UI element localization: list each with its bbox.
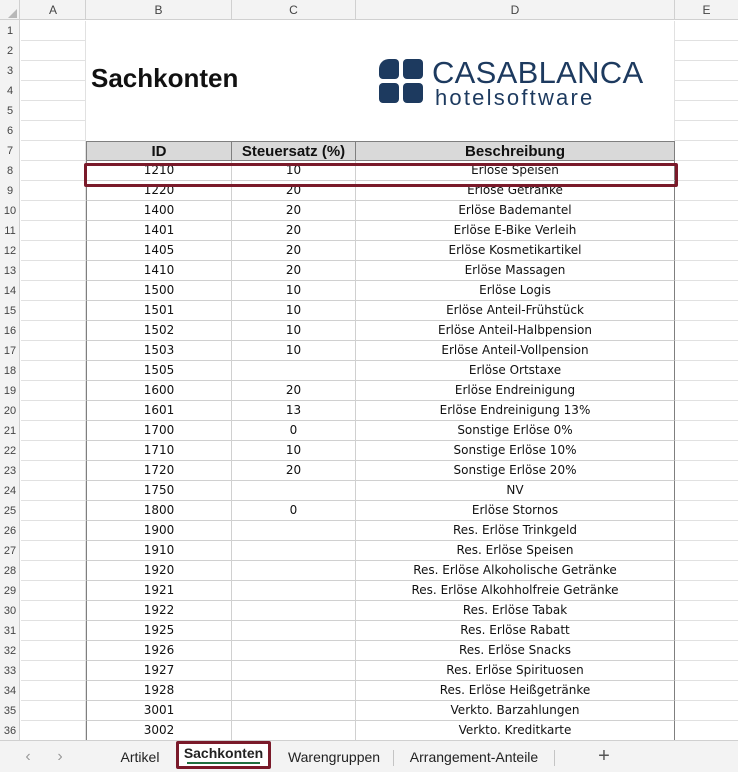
cell-steuersatz[interactable] [232, 481, 356, 500]
header-id[interactable]: ID [87, 142, 232, 161]
row-header-25[interactable]: 25 [3, 505, 17, 517]
cell-steuersatz[interactable] [232, 641, 356, 660]
cell-steuersatz[interactable] [232, 581, 356, 600]
cell-steuersatz[interactable]: 10 [232, 281, 356, 300]
cell-id[interactable]: 1400 [87, 201, 232, 220]
cell-id[interactable]: 1405 [87, 241, 232, 260]
cell-beschreibung[interactable]: Verkto. Barzahlungen [450, 703, 580, 717]
cell-steuersatz[interactable]: 20 [232, 261, 356, 280]
tab-sachkonten-label: Sachkonten [183, 745, 264, 761]
column-header-b[interactable]: B [86, 0, 232, 20]
cell-beschreibung[interactable]: Res. Erlöse Spirituosen [446, 663, 584, 677]
cell-steuersatz[interactable] [232, 661, 356, 680]
sheet-grid[interactable] [21, 21, 738, 740]
cell-id[interactable]: 1502 [87, 321, 232, 340]
cell-steuersatz[interactable]: 10 [232, 161, 356, 180]
cell-steuersatz[interactable]: 20 [232, 381, 356, 400]
table-row[interactable] [86, 701, 675, 721]
cell-beschreibung[interactable]: Erlöse Ortstaxe [468, 363, 562, 377]
table-row[interactable] [86, 521, 675, 541]
table-row[interactable] [86, 261, 675, 281]
row-header-32[interactable]: 32 [3, 645, 17, 657]
table-row[interactable] [86, 401, 675, 421]
cell-beschreibung[interactable]: Res. Erlöse Alkoholische Getränke [413, 563, 617, 577]
row-header-24[interactable]: 24 [3, 485, 17, 497]
table-row[interactable] [86, 241, 675, 261]
cell-beschreibung[interactable]: Res. Erlöse Snacks [458, 643, 572, 657]
select-all-corner[interactable] [0, 0, 20, 20]
cell-beschreibung[interactable]: NV [506, 483, 524, 497]
cell-id[interactable]: 1210 [87, 161, 232, 180]
table-row[interactable] [86, 661, 675, 681]
table-row[interactable] [86, 461, 675, 481]
row-header-8[interactable]: 8 [6, 165, 14, 177]
table-row[interactable] [86, 281, 675, 301]
sheet-tab-bar [0, 740, 738, 772]
cell-beschreibung[interactable]: Erlöse Getränke [467, 183, 563, 197]
cell-beschreibung[interactable]: Erlöse Speisen [471, 163, 559, 177]
cell-steuersatz[interactable]: 20 [232, 181, 356, 200]
tab-separator [554, 750, 555, 766]
cell-id[interactable]: 1501 [87, 301, 232, 320]
cell-id[interactable]: 1921 [87, 581, 232, 600]
logo-squares-icon [379, 59, 425, 105]
row-header-28[interactable]: 28 [3, 565, 17, 577]
table-row[interactable] [86, 501, 675, 521]
cell-beschreibung[interactable]: Erlöse Kosmetikartikel [448, 243, 582, 257]
table-row[interactable] [86, 561, 675, 581]
tab-artikel[interactable]: Artikel [120, 749, 160, 765]
column-header-e[interactable]: E [702, 3, 711, 17]
cell-beschreibung[interactable]: Res. Erlöse Heißgetränke [439, 683, 591, 697]
cell-steuersatz[interactable]: 20 [232, 241, 356, 260]
tab-arrangement-anteile[interactable]: Arrangement-Anteile [409, 749, 539, 765]
cell-beschreibung[interactable]: Erlöse Logis [479, 283, 551, 297]
row-header-18[interactable]: 18 [3, 365, 17, 377]
cell-beschreibung[interactable]: Res. Erlöse Speisen [456, 543, 574, 557]
row-header-10[interactable]: 10 [3, 205, 17, 217]
cell-beschreibung[interactable]: Erlöse Anteil-Vollpension [441, 343, 589, 357]
add-sheet-button[interactable]: + [598, 745, 610, 767]
cell-id[interactable]: 1401 [87, 221, 232, 240]
cell-steuersatz[interactable]: 10 [232, 301, 356, 320]
table-row[interactable] [86, 421, 675, 441]
cell-beschreibung[interactable]: Res. Erlöse Alkohholfreie Getränke [411, 583, 619, 597]
cell-id[interactable]: 1700 [87, 421, 232, 440]
cell-steuersatz[interactable] [232, 681, 356, 700]
logo-brand-text: CASABLANCA [432, 55, 644, 90]
row-header-11[interactable]: 11 [4, 225, 16, 237]
cell-id[interactable]: 1503 [87, 341, 232, 360]
cell-id[interactable]: 1927 [87, 661, 232, 680]
cell-steuersatz[interactable]: 20 [232, 201, 356, 220]
cell-steuersatz[interactable]: 0 [232, 501, 356, 520]
chevron-right-icon[interactable]: › [57, 748, 63, 765]
table-row[interactable] [86, 641, 675, 661]
cell-id[interactable]: 1910 [87, 541, 232, 560]
row-header-31[interactable]: 31 [3, 625, 17, 637]
page-title: Sachkonten [91, 63, 239, 93]
table-row[interactable] [86, 341, 675, 361]
table-row[interactable] [86, 181, 675, 201]
cell-beschreibung[interactable]: Erlöse E-Bike Verleih [453, 223, 577, 237]
row-header-26[interactable]: 26 [3, 525, 17, 537]
row-header-36[interactable]: 36 [3, 725, 17, 737]
row-header-12[interactable]: 12 [3, 245, 17, 257]
cell-id[interactable]: 1600 [87, 381, 232, 400]
cell-beschreibung[interactable]: Erlöse Anteil-Frühstück [446, 303, 584, 317]
row-header-27[interactable]: 27 [3, 545, 17, 557]
table-row[interactable] [86, 201, 675, 221]
table-row[interactable] [86, 441, 675, 461]
cell-beschreibung[interactable]: Erlöse Anteil-Halbpension [437, 323, 592, 337]
row-header-17[interactable]: 17 [3, 345, 17, 357]
cell-steuersatz[interactable]: 10 [232, 321, 356, 340]
row-header-2[interactable]: 2 [6, 45, 14, 57]
cell-steuersatz[interactable]: 0 [232, 421, 356, 440]
cell-id[interactable]: 1601 [87, 401, 232, 420]
cell-beschreibung[interactable]: Res. Erlöse Tabak [462, 603, 568, 617]
cell-beschreibung[interactable]: Res. Erlöse Trinkgeld [452, 523, 578, 537]
cell-id[interactable]: 1720 [87, 461, 232, 480]
cell-beschreibung[interactable]: Erlöse Endreinigung [454, 383, 576, 397]
table-row[interactable] [86, 161, 675, 181]
table-row[interactable] [86, 541, 675, 561]
row-header-bar [0, 20, 20, 740]
cell-id[interactable]: 3002 [87, 721, 232, 740]
casablanca-logo [379, 57, 654, 109]
table-row[interactable] [86, 381, 675, 401]
row-header-15[interactable]: 15 [3, 305, 17, 317]
cell-id[interactable]: 1505 [87, 361, 232, 380]
row-header-16[interactable]: 16 [3, 325, 17, 337]
cell-steuersatz[interactable]: 20 [232, 221, 356, 240]
cell-beschreibung[interactable]: Erlöse Bademantel [458, 203, 572, 217]
table-row[interactable] [86, 601, 675, 621]
cell-steuersatz[interactable]: 13 [232, 401, 356, 420]
cell-steuersatz[interactable] [232, 561, 356, 580]
cell-steuersatz[interactable] [232, 701, 356, 720]
row-header-33[interactable]: 33 [3, 665, 17, 677]
table-row[interactable] [86, 681, 675, 701]
header-steuersatz[interactable]: Steuersatz (%) [232, 142, 356, 161]
cell-steuersatz[interactable] [232, 521, 356, 540]
row-header-19[interactable]: 19 [3, 385, 17, 397]
row-header-23[interactable]: 23 [3, 465, 17, 477]
cell-beschreibung[interactable]: Sonstige Erlöse 20% [453, 463, 577, 477]
row-header-1[interactable]: 1 [6, 25, 14, 37]
cell-id[interactable]: 1926 [87, 641, 232, 660]
cell-id[interactable]: 1920 [87, 561, 232, 580]
row-header-20[interactable]: 20 [3, 405, 17, 417]
chevron-left-icon[interactable]: ‹ [25, 748, 31, 765]
table-row[interactable] [86, 721, 675, 740]
cell-beschreibung[interactable]: Erlöse Stornos [471, 503, 559, 517]
column-header-c[interactable]: C [232, 0, 356, 20]
cell-steuersatz[interactable]: 10 [232, 441, 356, 460]
table-row[interactable] [86, 301, 675, 321]
cell-id[interactable]: 3001 [87, 701, 232, 720]
cell-beschreibung[interactable]: Sonstige Erlöse 10% [453, 443, 577, 457]
table-row[interactable] [86, 581, 675, 601]
table-header-row [86, 141, 675, 161]
logo-sub-text: hotelsoftware [435, 85, 595, 110]
cell-id[interactable]: 1800 [87, 501, 232, 520]
table-row[interactable] [86, 361, 675, 381]
cell-beschreibung[interactable]: Erlöse Massagen [464, 263, 566, 277]
row-header-14[interactable]: 14 [3, 285, 17, 297]
cell-id[interactable]: 1922 [87, 601, 232, 620]
row-header-22[interactable]: 22 [3, 445, 17, 457]
cell-id[interactable]: 1900 [87, 521, 232, 540]
row-header-7[interactable]: 7 [6, 145, 14, 157]
cell-beschreibung[interactable]: Verkto. Kreditkarte [458, 723, 572, 737]
cell-beschreibung[interactable]: Sonstige Erlöse 0% [457, 423, 573, 437]
cell-id[interactable]: 1500 [87, 281, 232, 300]
table-row[interactable] [86, 321, 675, 341]
header-beschreibung[interactable]: Beschreibung [464, 143, 566, 160]
row-header-13[interactable]: 13 [3, 265, 17, 277]
cell-steuersatz[interactable] [232, 721, 356, 740]
row-header-5[interactable]: 5 [6, 105, 14, 117]
column-header-d[interactable]: D [356, 0, 675, 20]
table-row[interactable] [86, 481, 675, 501]
tab-sachkonten[interactable] [176, 741, 271, 769]
cell-id[interactable]: 1925 [87, 621, 232, 640]
cell-id[interactable]: 1220 [87, 181, 232, 200]
active-tab-underline [187, 762, 260, 764]
row-header-35[interactable]: 35 [3, 705, 17, 717]
row-header-21[interactable]: 21 [3, 425, 17, 437]
cell-beschreibung[interactable]: Erlöse Endreinigung 13% [439, 403, 591, 417]
column-header-bar [0, 0, 738, 20]
cell-steuersatz[interactable]: 20 [232, 461, 356, 480]
row-header-30[interactable]: 30 [3, 605, 17, 617]
row-header-3[interactable]: 3 [6, 65, 14, 77]
cell-id[interactable]: 1710 [87, 441, 232, 460]
cell-steuersatz[interactable] [232, 621, 356, 640]
cell-steuersatz[interactable]: 10 [232, 341, 356, 360]
tab-warengruppen[interactable]: Warengruppen [287, 749, 381, 765]
cell-id[interactable]: 1410 [87, 261, 232, 280]
cell-steuersatz[interactable] [232, 361, 356, 380]
cell-beschreibung[interactable]: Res. Erlöse Rabatt [460, 623, 570, 637]
cell-steuersatz[interactable] [232, 541, 356, 560]
row-header-9[interactable]: 9 [6, 185, 14, 197]
tab-separator [393, 750, 394, 766]
cell-steuersatz[interactable] [232, 601, 356, 620]
row-header-34[interactable]: 34 [3, 685, 17, 697]
row-header-4[interactable]: 4 [6, 85, 14, 97]
column-header-a[interactable]: A [21, 0, 86, 20]
cell-id[interactable]: 1928 [87, 681, 232, 700]
table-row[interactable] [86, 221, 675, 241]
table-row[interactable] [86, 621, 675, 641]
row-header-6[interactable]: 6 [6, 125, 14, 137]
cell-id[interactable]: 1750 [87, 481, 232, 500]
row-header-29[interactable]: 29 [3, 585, 17, 597]
